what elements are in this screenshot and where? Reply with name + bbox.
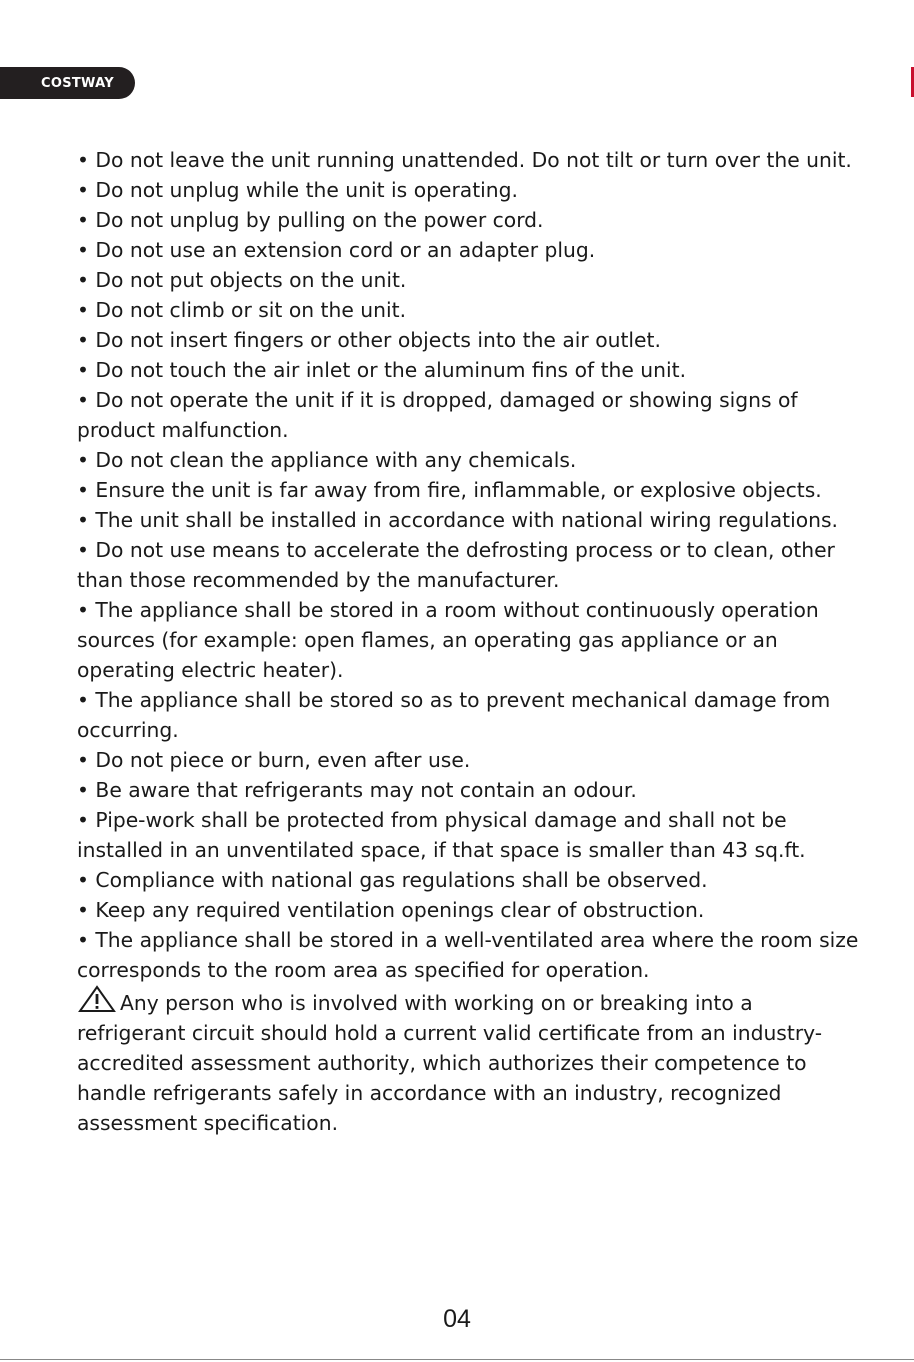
- bottom-divider: [0, 1359, 914, 1360]
- page-number: 04: [443, 1305, 471, 1333]
- instruction-item: • Do not unplug while the unit is operating.: [77, 178, 518, 202]
- safety-instructions: [77, 145, 867, 1138]
- warning-paragraph: [77, 985, 867, 1138]
- instruction-item: • Compliance with national gas regulations shall be observed.: [77, 868, 708, 892]
- instruction-item: • The appliance shall be stored in a well-ventilated area where the room size corresponds to the room area as specified for operation.: [77, 928, 859, 982]
- brand-logo-text: COSTWAY: [41, 75, 114, 91]
- instruction-item: • Pipe-work shall be protected from physical damage and shall not be installed in an unventilated space, if that space is smaller than 43 sq.ft.: [77, 808, 806, 862]
- instruction-item: • Do not leave the unit running unattended. Do not tilt or turn over the unit.: [77, 148, 852, 172]
- warning-text: Any person who is involved with working on or breaking into a refrigerant circuit should hold a current valid certificate from an industry-accredited assessment authority, which authorizes their competence to handle refrigerants safely in accordance with an industry, recognized assessment specification.: [77, 991, 823, 1135]
- instruction-item: • Do not use an extension cord or an adapter plug.: [77, 238, 596, 262]
- instruction-item: • Do not operate the unit if it is dropped, damaged or showing signs of product malfunction.: [77, 388, 798, 442]
- instruction-item: • Ensure the unit is far away from fire, inflammable, or explosive objects.: [77, 478, 822, 502]
- instruction-item: • The appliance shall be stored so as to prevent mechanical damage from occurring.: [77, 688, 831, 742]
- instruction-item: • Do not unplug by pulling on the power cord.: [77, 208, 544, 232]
- instruction-item: • The appliance shall be stored in a room without continuously operation sources (for example: open flames, an operating gas appliance or an operating electric heater).: [77, 598, 819, 682]
- instruction-item: • Do not piece or burn, even after use.: [77, 748, 471, 772]
- instruction-item: • Keep any required ventilation openings clear of obstruction.: [77, 898, 705, 922]
- instruction-item: • Do not climb or sit on the unit.: [77, 298, 407, 322]
- instruction-item: • The unit shall be installed in accordance with national wiring regulations.: [77, 508, 838, 532]
- brand-tab: [0, 67, 135, 99]
- instruction-item: • Do not clean the appliance with any chemicals.: [77, 448, 577, 472]
- instruction-item: • Do not put objects on the unit.: [77, 268, 407, 292]
- instruction-item: • Do not touch the air inlet or the aluminum fins of the unit.: [77, 358, 687, 382]
- instruction-item: • Be aware that refrigerants may not contain an odour.: [77, 778, 637, 802]
- instruction-item: • Do not insert fingers or other objects into the air outlet.: [77, 328, 661, 352]
- instruction-item: • Do not use means to accelerate the defrosting process or to clean, other than those recommended by the manufacturer.: [77, 538, 835, 592]
- warning-triangle-icon: [77, 985, 117, 1013]
